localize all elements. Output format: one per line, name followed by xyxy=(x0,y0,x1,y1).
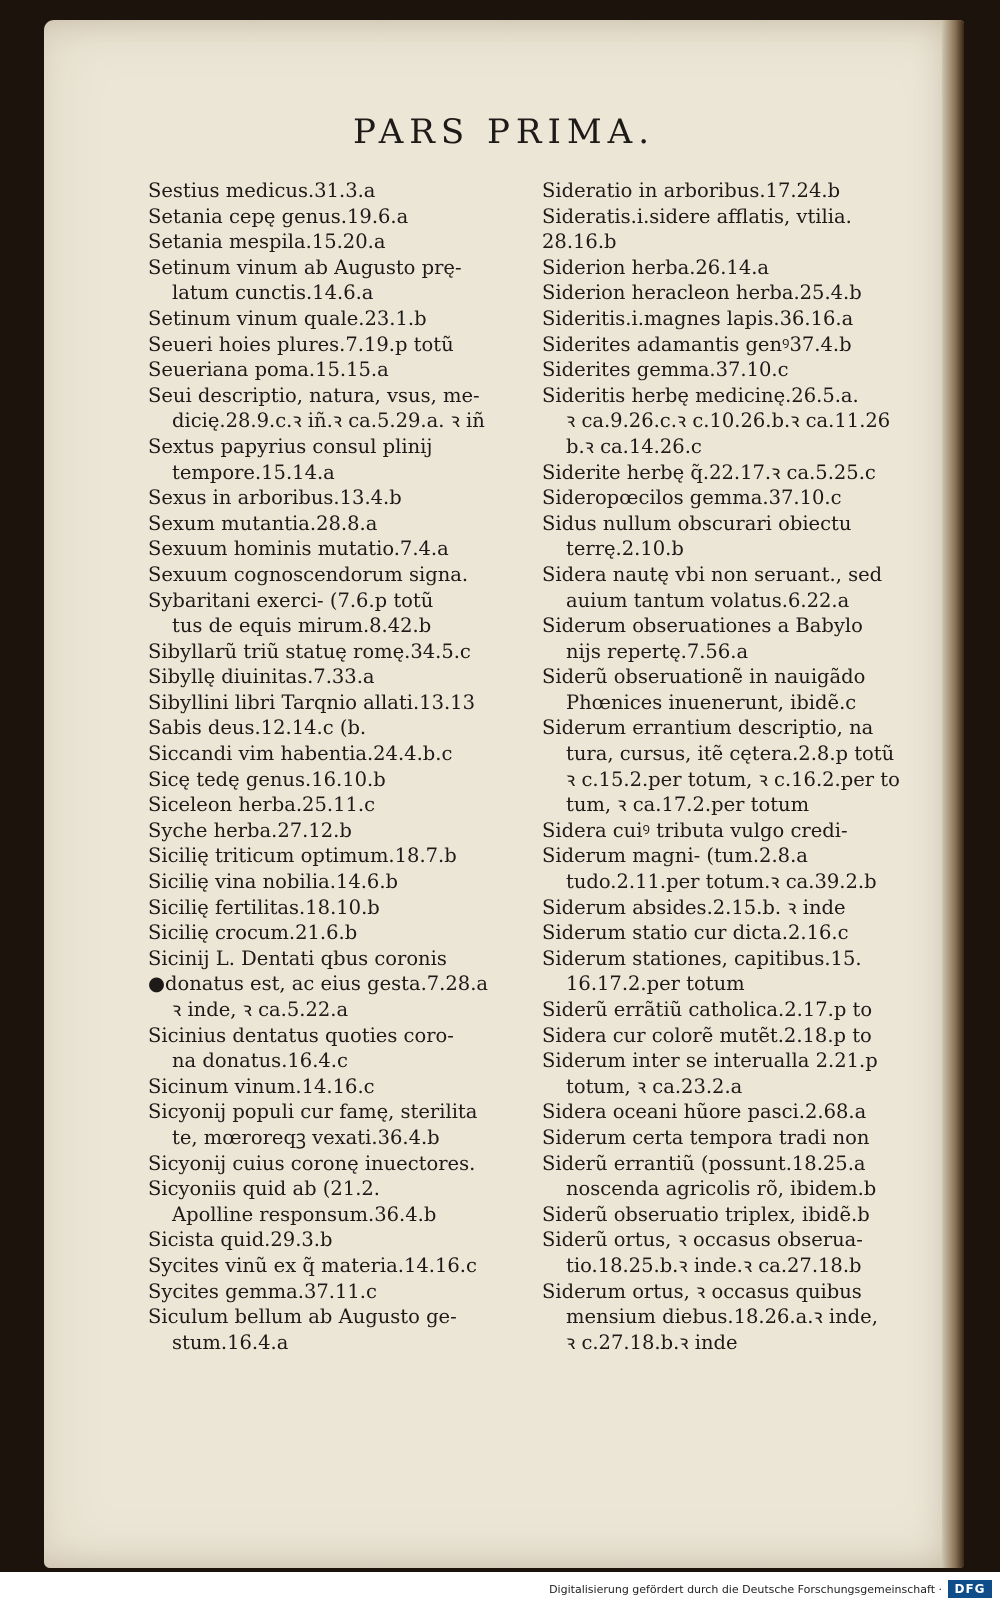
index-entry: Sexuum hominis mutatio.7.4.a xyxy=(148,537,449,561)
index-entry: Sidera cur colorẽ mutẽt.2.18.p to xyxy=(542,1023,872,1047)
index-entry: terrę.2.10.b xyxy=(566,537,684,561)
index-entry: Siderum stationes, capitibus.15. xyxy=(542,946,862,970)
index-entry: ꝛ c.15.2.per totum, ꝛ c.16.2.per to xyxy=(566,767,900,791)
index-entry: Syche herba.27.12.b xyxy=(148,818,352,842)
index-entry: mensium diebus.18.26.a.ꝛ inde, xyxy=(566,1305,878,1329)
index-entry: latum cunctis.14.6.a xyxy=(172,281,374,305)
book-page xyxy=(44,20,964,1568)
index-entry: Sibyllę diuinitas.7.33.a xyxy=(148,665,375,689)
page-header: PARS PRIMA. xyxy=(352,112,656,152)
index-entry: Sabis deus.12.14.c (b. xyxy=(148,716,367,740)
index-entry: Siderũ obseruatio triplex, ibidẽ.b xyxy=(542,1202,870,1226)
index-entry: Siderum magni- (tum.2.8.a xyxy=(542,844,808,868)
index-entry: Sidera oceani hũore pasci.2.68.a xyxy=(542,1100,867,1124)
index-entry: tura, cursus, itẽ cętera.2.8.p totũ xyxy=(566,742,895,766)
index-entry: Sicilię triticum optimum.18.7.b xyxy=(148,844,457,868)
index-entry: Sicilię fertilitas.18.10.b xyxy=(148,895,380,919)
dfg-logo: DFG xyxy=(948,1580,992,1598)
index-entry: Setinum vinum quale.23.1.b xyxy=(148,306,427,330)
index-entry: Sexus in arboribus.13.4.b xyxy=(148,486,402,510)
index-entry: Siderum absides.2.15.b. ꝛ inde xyxy=(542,895,846,919)
index-entry: Phœnices inuenerunt, ibidẽ.c xyxy=(566,690,857,714)
index-entry: Sicę tedę genus.16.10.b xyxy=(148,767,386,791)
index-entry: totum, ꝛ ca.23.2.a xyxy=(566,1074,743,1098)
index-entry: Setania mespila.15.20.a xyxy=(148,230,386,254)
index-entry: Sidera cuiꝰ tributa vulgo credi- xyxy=(542,818,848,842)
index-entry: Sideritis.i.magnes lapis.36.16.a xyxy=(542,306,854,330)
index-entry: Sicinij L. Dentati qbus coronis xyxy=(148,946,447,970)
index-entry: tio.18.25.b.ꝛ inde.ꝛ ca.27.18.b xyxy=(566,1253,862,1277)
index-entry: tum, ꝛ ca.17.2.per totum xyxy=(566,793,810,817)
footer-credit: Digitalisierung gefördert durch die Deutsche Forschungsgemeinschaft · xyxy=(549,1583,942,1596)
index-entry: Siderũ obseruationẽ in nauigãdo xyxy=(542,665,866,689)
index-entry: Siderite herbę q̃.22.17.ꝛ ca.5.25.c xyxy=(542,460,876,484)
index-entry: Siderites adamantis genꝰ37.4.b xyxy=(542,332,852,356)
index-entry: Seueri hoies plures.7.19.p totũ xyxy=(148,332,454,356)
index-entry: Siderum obseruationes a Babylo xyxy=(542,614,863,638)
index-entry: ꝛ c.27.18.b.ꝛ inde xyxy=(566,1330,738,1354)
index-entry: Siderum ortus, ꝛ occasus quibus xyxy=(542,1279,862,1303)
index-entry: Siderũ errãtiũ catholica.2.17.p to xyxy=(542,998,873,1021)
index-entry: tudo.2.11.per totum.ꝛ ca.39.2.b xyxy=(566,870,877,894)
index-entry: Sidera nautę vbi non seruant., sed xyxy=(542,562,883,586)
index-entry: nijs repertę.7.56.a xyxy=(566,639,749,663)
index-entry: Setinum vinum ab Augusto prę- xyxy=(148,255,462,279)
index-entry: Sicyoniis quid ab (21.2. xyxy=(148,1177,381,1201)
index-entry: ꝛ inde, ꝛ ca.5.22.a xyxy=(172,998,349,1021)
index-entry: Siderites gemma.37.10.c xyxy=(542,358,789,382)
index-entry: Sibyllarũ triũ statuę romę.34.5.c xyxy=(148,639,471,663)
index-entry: dicię.28.9.c.ꝛ iñ.ꝛ ca.5.29.a. ꝛ iñ xyxy=(172,409,485,433)
index-entry: Sideropœcilos gemma.37.10.c xyxy=(542,486,842,510)
index-entry: Siderion heracleon herba.25.4.b xyxy=(542,281,862,305)
index-entry: Siccandi vim habentia.24.4.b.c xyxy=(148,742,453,766)
index-entry: Setania cepę genus.19.6.a xyxy=(148,204,409,228)
index-entry: Sibyllini libri Tarqnio allati.13.13 xyxy=(148,690,475,714)
index-entry: Sicilię crocum.21.6.b xyxy=(148,921,358,945)
index-entry: Sidus nullum obscurari obiectu xyxy=(542,511,852,535)
index-entry: Sicilię vina nobilia.14.6.b xyxy=(148,870,399,894)
index-entry: 16.17.2.per totum xyxy=(566,972,745,996)
index-entry: tus de equis mirum.8.42.b xyxy=(172,614,432,638)
index-entry: Sicyonij populi cur famę, sterilita xyxy=(148,1100,478,1124)
index-entry: Sicista quid.29.3.b xyxy=(148,1228,333,1252)
index-entry: Seui descriptio, natura, vsus, me- xyxy=(148,383,480,407)
index-entry: Siculum bellum ab Augusto ge- xyxy=(148,1305,457,1329)
index-entry: Sestius medicus.31.3.a xyxy=(148,179,376,202)
index-entry: Sycites vinũ ex q̃ materia.14.16.c xyxy=(148,1253,477,1277)
index-entry: ●donatus est, ac eius gesta.7.28.a xyxy=(148,972,489,996)
index-entry: Apolline responsum.36.4.b xyxy=(172,1202,437,1226)
index-entry: Siderum statio cur dicta.2.16.c xyxy=(542,921,849,945)
index-entry: stum.16.4.a xyxy=(172,1330,289,1354)
index-entry: tempore.15.14.a xyxy=(172,460,335,484)
index-entry: Siderum errantium descriptio, na xyxy=(542,716,874,740)
index-entry: Sycites gemma.37.11.c xyxy=(148,1279,377,1303)
index-entry: Siderũ ortus, ꝛ occasus obserua- xyxy=(542,1228,863,1252)
index-entry: Sextus papyrius consul plinij xyxy=(148,434,433,458)
index-entry: Sideratis.i.sidere afflatis, vtilia. xyxy=(542,204,852,228)
index-entry: Sideritis herbę medicinę.26.5.a. xyxy=(542,383,859,407)
index-entry: noscenda agricolis rõ, ibidem.b xyxy=(566,1177,877,1201)
index-entry: Sexuum cognoscendorum signa. xyxy=(148,562,469,586)
index-entry: Siderum certa tempora tradi non xyxy=(542,1125,870,1149)
index-entry: b.ꝛ ca.14.26.c xyxy=(566,434,702,458)
index-entry: Sexum mutantia.28.8.a xyxy=(148,511,378,535)
index-entry: te, mœroreqꝫ vexati.36.4.b xyxy=(172,1125,440,1149)
index-entry: na donatus.16.4.c xyxy=(172,1049,348,1073)
index-entry: auium tantum volatus.6.22.a xyxy=(566,588,850,612)
index-entry: ꝛ ca.9.26.c.ꝛ c.10.26.b.ꝛ ca.11.26 xyxy=(566,409,891,433)
index-entry: Siderũ errantiũ (possunt.18.25.a xyxy=(542,1151,866,1175)
footer-bar xyxy=(0,1572,1000,1604)
index-entry: Siderion herba.26.14.a xyxy=(542,255,770,279)
index-entry: Sicinius dentatus quoties coro- xyxy=(148,1023,454,1047)
index-column-left xyxy=(148,178,568,1355)
index-entry: Sybaritani exerci- (7.6.p totũ xyxy=(148,588,434,612)
index-entry: Siderum inter se interualla 2.21.p xyxy=(542,1049,878,1073)
index-column-right xyxy=(542,178,972,1355)
index-entry: Sicyonij cuius coronę inuectores. xyxy=(148,1151,476,1175)
index-entry: 28.16.b xyxy=(542,230,617,254)
index-entry: Siceleon herba.25.11.c xyxy=(148,793,376,817)
index-entry: Seueriana poma.15.15.a xyxy=(148,358,389,382)
index-entry: Sicinum vinum.14.16.c xyxy=(148,1074,375,1098)
index-entry: Sideratio in arboribus.17.24.b xyxy=(542,179,841,202)
